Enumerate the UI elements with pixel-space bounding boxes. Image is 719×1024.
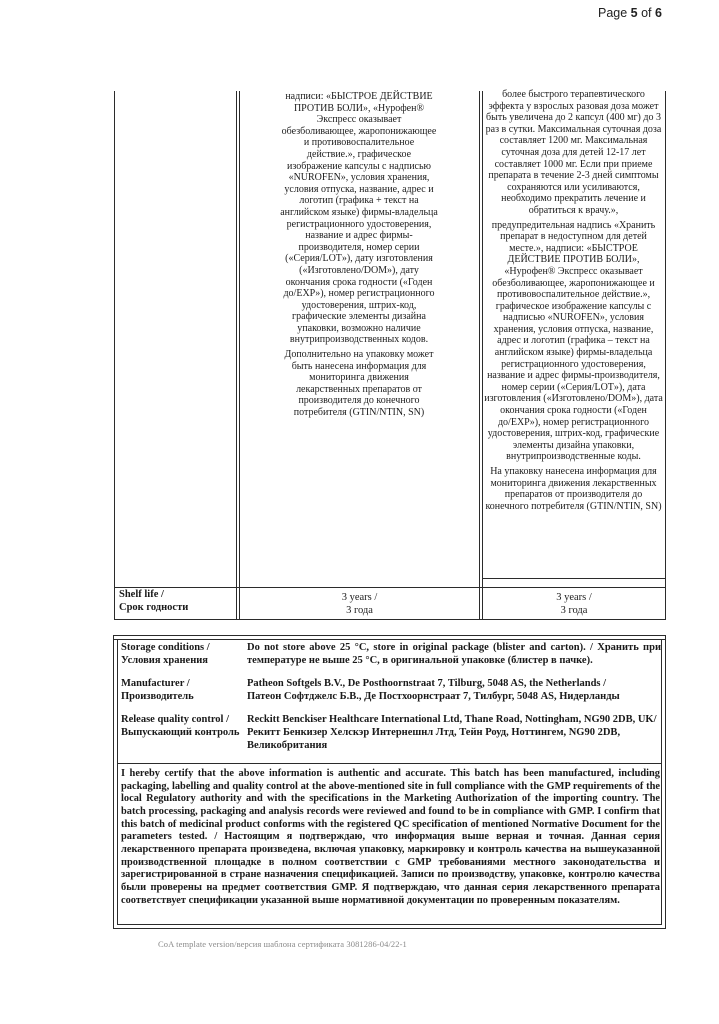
certification-statement: I hereby certify that the above information is authentic and accurate. This batch has been manufactured, including packaging, labelling and quality control at the above-mentioned site in full compliance with the GMP requirements of the local Regulatory authority and with the specifications in the Marketing Authorization of the importing country. The batch processing, packaging and analysis records were reviewed and found to be in compliance with GMP. I confirm that this batch of medicinal product conforms with the registered QC specification of mentioned Normative Document for the parameters tested. / Настоящим я подтверждаю, что информация выше верная и точная. Данная серия лекарственного препарата произведена, включая упаковку, маркировку и контроль качества на вышеуказанной производственной площадке в полном соответствии с GMP требованиями местного законодательства и зарегистрированной в стране назначения спецификацией. Записи по производству, упаковке, контролю качества были проверены на предмет соответствия GMP. Я подтверждаю, что данная серия лекарственного препарата соответствует спецификации указанной выше нормативной документации по проверенным показателям. [121, 768, 660, 906]
col1-paragraph: Дополнительно на упаковку может быть нанесена информация для мониторинга движения лекарственных препаратов от производителя до конечного потребителя (GTIN/NTIN, SN) [284, 349, 434, 419]
col1-paragraph: надписи: «БЫСТРОЕ ДЕЙСТВИЕ ПРОТИВ БОЛИ», «Нурофен® Экспресс оказывает обезболивающее, жаропонижающее и противовоспалительное действие.», графическое изображение капсулы с надписью «NUROFEN», условия хранения, условия отпуска, название, адрес и логотип (графика + текст на английском языке) фирмы-владельца регистрационного удостоверения, название и адрес фирмы-производителя, номер серии («Серия/LOT»), дату изготовления («Изготовлено/DOM»), дату окончания срока годности («Годен до/EXP»), номер регистрационного удостоверения, штрих-код, графические элементы дизайна упаковки, возможно наличие внутрипроизводственных кодов. [280, 91, 438, 346]
col2-paragraph: более быстрого терапевтического эффекта у взрослых разовая доза может быть увеличена до 2 капсул (400 мг) до 3 раз в сутки. Максимальная суточная доза составляет 1200 мг. Максимальная суточная доза для детей 12-17 лет составляет 1000 мг. Если при приеме препарата в течение 2-3 дней симптомы сохраняются или усиливаются, необходимо прекратить лечение и обратиться к врачу.», [485, 89, 662, 216]
label-packaging-col2 [484, 89, 663, 515]
storage-label: Storage conditions / Условия хранения [121, 642, 210, 666]
footer-template-version: CoA template version/версия шаблона сертификата 3081286-04/22-1 [158, 939, 407, 949]
page-number: Page 5 of 6 [598, 6, 662, 20]
release-label: Release quality control / Выпускающий контроль [121, 714, 240, 738]
release-value: Reckitt Benckiser Healthcare International Ltd, Thane Road, Nottingham, NG90 2DB, UK/ Рекитт Бенкизер Хелскэр Интернешнл Лтд, Тейн Роуд, Ноттингем, NG90 2DB, Великобритания [247, 714, 657, 751]
manufacturer-label: Manufacturer / Производитель [121, 678, 194, 702]
manufacturer-value: Patheon Softgels B.V., De Posthoornstraat 7, Tilburg, 5048 AS, the Netherlands / Патеон Софтджелс Б.В., Де Постхоорнстраат 7, Тилбург, 5048 AS, Нидерланды [247, 678, 620, 702]
label-packaging-col1 [279, 91, 439, 422]
shelf-life-col2: 3 years / 3 года [556, 592, 592, 616]
col2-paragraph: предупредительная надпись «Хранить препарат в недоступном для детей месте.», надписи: «БЫСТРОЕ ДЕЙСТВИЕ ПРОТИВ БОЛИ», «Нурофен® Экспресс оказывает обезболивающее, жаропонижающее и противовоспалительное действие.», графическое изображение капсулы с надписью «NUROFEN», условия хранения, условия отпуска, название, адрес и логотип (графика – текст на английском языке) фирмы-владельца регистрационного удостоверения, название и адрес фирмы-производителя, номер серии («Серия/LOT»), дата изготовления («Изготовлено/DOM»), дата окончания срока годности («Годен до/EXP»), номер регистрационного удостоверения, штрих-код, графические элементы дизайна упаковки, внутрипроизводственные коды. [484, 219, 663, 463]
col2-paragraph: На упаковку нанесена информация для мониторинга движения лекарственных препаратов от производителя до конечного потребителя (GTIN/NTIN, SN) [485, 466, 662, 512]
shelf-life-label: Shelf life / Срок годности [119, 589, 189, 613]
packaging-table [114, 91, 666, 620]
shelf-life-col1: 3 years / 3 года [341, 592, 378, 616]
info-table [113, 635, 666, 929]
storage-value: Do not store above 25 °C, store in original package (blister and carton). / Хранить при температуре не выше 25 °C, в оригинальной упаковке (блистер в пачке). [247, 642, 661, 666]
